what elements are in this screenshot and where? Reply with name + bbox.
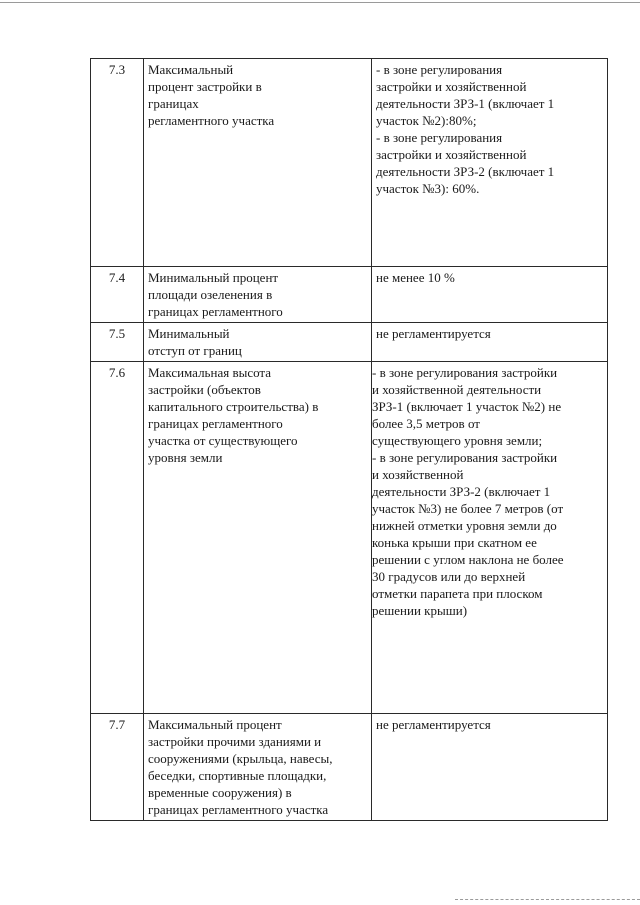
parameter-name (144, 267, 372, 323)
parameter-name-line: регламентного участка (148, 113, 275, 128)
row-number: 7.7 (91, 714, 144, 821)
parameter-name (144, 714, 372, 821)
parameter-value-line: ЗРЗ-1 (включает 1 участок №2) не (372, 399, 562, 414)
row-number: 7.3 (91, 59, 144, 267)
parameter-name-line: отступ от границ (148, 343, 242, 358)
parameter-value-line: застройки и хозяйственной (376, 147, 527, 162)
parameter-value (372, 323, 608, 362)
parameter-name-line: площади озеленения в (148, 287, 273, 302)
parameter-value-line: - в зоне регулирования (376, 130, 503, 145)
parameter-name-line: Минимальный процент (148, 270, 279, 285)
parameter-name-line: процент застройки в (148, 79, 262, 94)
row-number: 7.6 (91, 362, 144, 714)
table-row (91, 267, 608, 323)
parameter-value-line: не менее 10 % (376, 270, 455, 285)
parameter-value-line: существующего уровня земли; (372, 433, 543, 448)
parameter-value-line: и хозяйственной (372, 467, 464, 482)
parameter-value-line: - в зоне регулирования (376, 62, 503, 77)
parameter-value-line: решении крыши) (372, 603, 468, 618)
parameter-name-line: границах (148, 96, 199, 111)
parameter-value-line: не регламентируется (376, 717, 491, 732)
parameter-value (372, 267, 608, 323)
parameter-value-line: участок №3): 60%. (376, 181, 480, 196)
parameter-name-line: границах регламентного (148, 304, 283, 319)
parameter-name-line: Максимальный (148, 62, 234, 77)
table-row (91, 323, 608, 362)
parameter-value-line: более 3,5 метров от (372, 416, 480, 431)
parameter-name-line: застройки прочими зданиями и (148, 734, 322, 749)
parameter-value-line: - в зоне регулирования застройки (372, 365, 558, 380)
parameter-value-line: 30 градусов или до верхней (372, 569, 526, 584)
parameter-value-line: конька крыши при скатном ее (372, 535, 537, 550)
parameter-value-line: застройки и хозяйственной (376, 79, 527, 94)
parameter-value (372, 59, 608, 267)
parameter-name (144, 59, 372, 267)
table-row (91, 59, 608, 267)
parameter-value-line: - в зоне регулирования застройки (372, 450, 558, 465)
parameter-name-line: беседки, спортивные площадки, (148, 768, 327, 783)
table-row (91, 362, 608, 714)
page-top-edge (0, 2, 640, 3)
parameter-value-line: решении с углом наклона не более (372, 552, 564, 567)
parameter-value-line: нижней отметки уровня земли до (372, 518, 557, 533)
parameter-name (144, 362, 372, 714)
parameter-name-line: участка от существующего (148, 433, 298, 448)
regulations-table (90, 58, 608, 821)
parameter-name-line: границах регламентного участка (148, 802, 329, 817)
parameter-name-line: капитального строительства) в (148, 399, 319, 414)
parameter-value-line: и хозяйственной деятельности (372, 382, 542, 397)
parameter-value-line: не регламентируется (376, 326, 491, 341)
parameter-name-line: Максимальная высота (148, 365, 272, 380)
parameter-value-line: деятельности ЗРЗ-2 (включает 1 (372, 484, 551, 499)
parameter-value-line: деятельности ЗРЗ-2 (включает 1 (376, 164, 555, 179)
parameter-value (372, 362, 608, 714)
parameter-name-line: застройки (объектов (148, 382, 261, 397)
parameter-value-line: участок №2):80%; (376, 113, 477, 128)
parameter-value-line: деятельности ЗРЗ-1 (включает 1 (376, 96, 555, 111)
parameter-value-line: участок №3) не более 7 метров (от (372, 501, 564, 516)
row-number: 7.5 (91, 323, 144, 362)
parameter-name (144, 323, 372, 362)
parameter-name-line: Максимальный процент (148, 717, 282, 732)
parameter-name-line: Минимальный (148, 326, 230, 341)
parameter-value-line: отметки парапета при плоском (372, 586, 543, 601)
row-number: 7.4 (91, 267, 144, 323)
parameter-name-line: сооружениями (крыльца, навесы, (148, 751, 333, 766)
parameter-name-line: границах регламентного (148, 416, 283, 431)
parameter-name-line: временные сооружения) в (148, 785, 292, 800)
table-row (91, 714, 608, 821)
page-bottom-edge (455, 899, 640, 901)
parameter-value (372, 714, 608, 821)
parameter-name-line: уровня земли (148, 450, 223, 465)
